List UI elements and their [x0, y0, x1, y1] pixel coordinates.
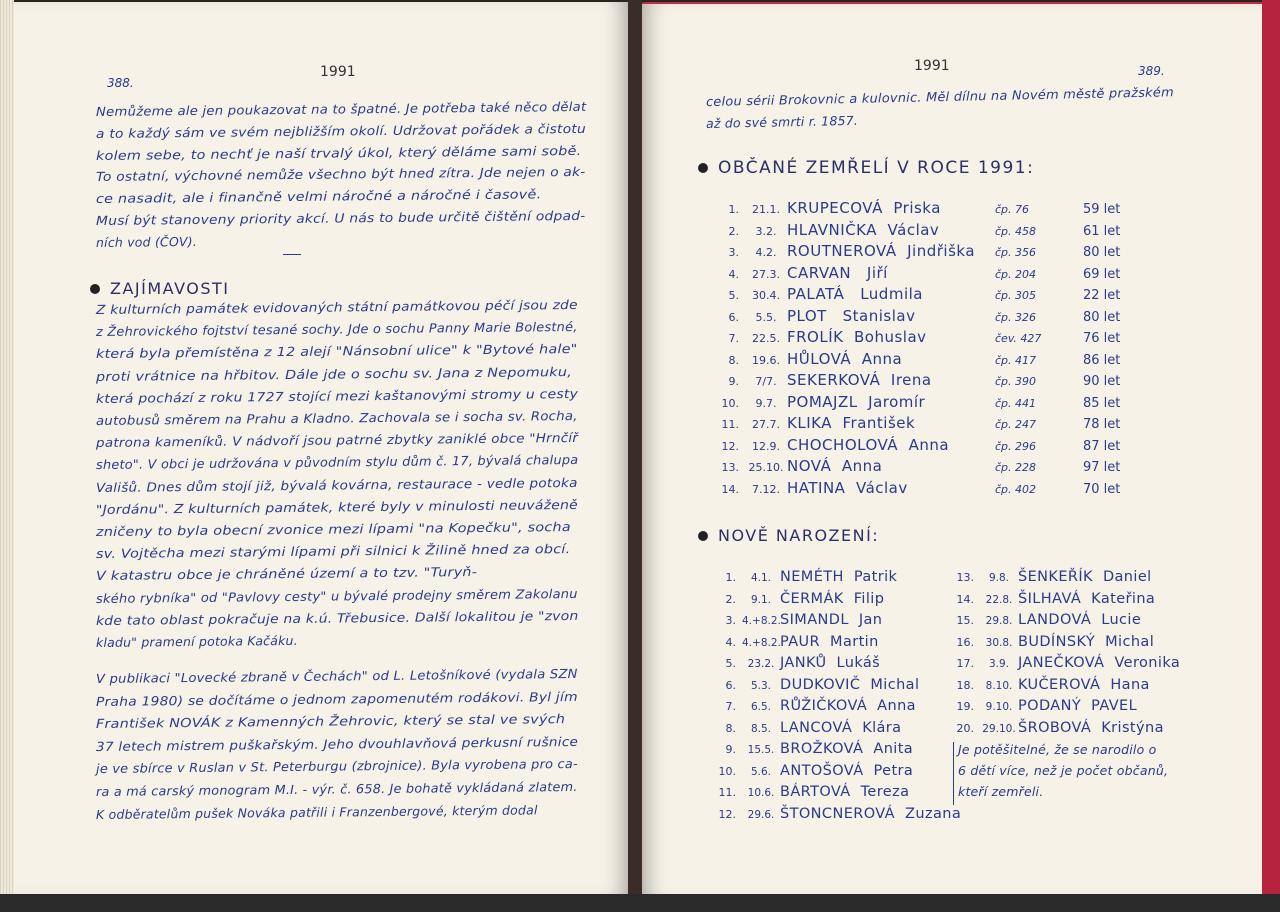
age: 85 let — [1083, 395, 1121, 411]
birth-record — [712, 677, 961, 699]
age: 69 let — [1083, 266, 1121, 282]
record-number: 2. — [728, 224, 739, 238]
handwritten-line: zničeny to byla obecní zvonice mezi lípami "na Kopečku", socha — [95, 519, 571, 539]
record-date: 3.9. — [988, 658, 1010, 670]
deceased-name: NOVÁ Anna — [787, 457, 883, 475]
handwritten-line: V publikaci "Lovecké zbraně v Čechách" od L. Letošníkové (vydala SZN — [95, 665, 578, 686]
record-date: 5.5. — [755, 310, 777, 324]
handwritten-line: autobusů směrem na Prahu a Kladno. Zachovala se i socha sv. Rocha, — [95, 407, 578, 428]
age: 80 let — [1083, 245, 1121, 260]
newborn-name: KUČEROVÁ Hana — [1018, 676, 1150, 693]
record-date: 29.8. — [985, 615, 1013, 627]
record-number: 7. — [725, 700, 736, 713]
house-number: čp. 458 — [995, 224, 1037, 238]
record-date: 9.10. — [985, 701, 1013, 713]
birth-record — [950, 655, 1180, 677]
deceased-name: CHOCHOLOVÁ Anna — [787, 435, 950, 454]
record-number: 11. — [718, 786, 736, 799]
deceased-name: HŮLOVÁ Anna — [787, 349, 903, 368]
birth-record — [712, 591, 961, 613]
newborn-name: ŠROBOVÁ Kristýna — [1018, 719, 1164, 736]
book-gutter — [628, 0, 642, 912]
house-number: čp. 390 — [995, 375, 1037, 388]
birth-record — [950, 677, 1180, 699]
deceased-name: FROLÍK Bohuslav — [787, 328, 927, 346]
newborn-name: SIMANDL Jan — [780, 612, 883, 628]
house-number: čp. 247 — [995, 418, 1037, 431]
record-number: 3. — [725, 614, 736, 627]
note-line: kteří zemřeli. — [958, 784, 1044, 799]
birth-record — [712, 784, 961, 806]
record-date: 9.1. — [750, 593, 772, 606]
newborn-name: ČERMÁK Filip — [780, 590, 885, 607]
birth-record — [712, 612, 961, 634]
age: 80 let — [1083, 309, 1121, 325]
background-bottom — [0, 894, 1280, 912]
section-heading-zajimavosti — [90, 279, 229, 298]
handwritten-line: patrona kameníků. V nádvoří jsou patrné zbytky zaniklé obce "Hrnčíř — [95, 430, 579, 451]
newborn-name: BROŽKOVÁ Anita — [780, 741, 914, 757]
birth-record — [712, 634, 961, 656]
handwritten-line: K odběratelům pušek Nováka patřili i Franzenbergové, kterým dodal — [95, 801, 538, 822]
record-number: 5. — [728, 289, 739, 302]
left-page-number: 388. — [107, 76, 134, 90]
record-number: 13. — [721, 461, 739, 474]
red-cover-edge — [1262, 0, 1280, 912]
death-record — [715, 264, 1135, 286]
house-number: čp. 305 — [995, 289, 1037, 302]
death-record — [715, 242, 1135, 264]
record-number: 9. — [725, 743, 736, 756]
deceased-name: HATINA Václav — [787, 478, 908, 497]
record-number: 4. — [728, 267, 739, 281]
handwritten-line: František NOVÁK z Kamenných Žehrovic, který se stal ve svých — [95, 711, 566, 732]
scribble-mark — [283, 254, 301, 255]
newborn-name: LANCOVÁ Klára — [780, 719, 902, 736]
newborn-name: JANKŮ Lukáš — [780, 655, 881, 671]
death-record — [715, 328, 1135, 350]
handwritten-line: Nemůžeme ale jen poukazovat na to špatné. Je potřeba také něco dělat — [95, 98, 587, 119]
record-date: 4.+8.2. — [742, 615, 781, 627]
record-number: 12. — [721, 439, 739, 453]
age: 87 let — [1083, 438, 1121, 454]
death-record — [715, 350, 1135, 372]
house-number: čp. 204 — [995, 267, 1037, 281]
handwritten-line: Z kulturních památek evidovaných státní památkovou péčí jsou zde — [95, 296, 578, 317]
deceased-name: PLOT Stanislav — [787, 306, 916, 325]
record-date: 6.5. — [750, 701, 772, 713]
death-record — [715, 393, 1135, 415]
age: 22 let — [1083, 288, 1121, 303]
record-date: 25.10. — [748, 461, 784, 474]
deaths-list — [715, 199, 1135, 500]
note-line: 6 dětí více, než je počet občanů, — [958, 763, 1169, 778]
birth-record — [712, 763, 961, 785]
record-number: 18. — [956, 678, 974, 692]
record-date: 9.8. — [988, 572, 1010, 584]
handwritten-line: V katastru obce je chráněné území a to tzv. "Turyň- — [95, 564, 478, 584]
record-date: 4.1. — [750, 572, 772, 584]
record-date: 12.9. — [752, 439, 780, 453]
death-record — [715, 307, 1135, 329]
record-number: 9. — [728, 375, 739, 388]
handwritten-line: je ve sbírce v Ruslan v St. Peterburgu (zbrojnice). Byla vyrobena pro ca- — [95, 756, 578, 777]
handwritten-line: ského rybníka" od "Pavlovy cesty" u bývalé prodejny směrem Zakolanu — [95, 585, 578, 606]
birth-record — [712, 741, 961, 763]
house-number: čp. 417 — [995, 353, 1037, 367]
right-page-year: 1991 — [914, 58, 950, 74]
record-date: 4.+8.2. — [742, 636, 781, 649]
record-number: 14. — [721, 482, 739, 496]
newborn-name: PAUR Martin — [780, 633, 879, 650]
birth-record — [950, 720, 1180, 742]
house-number: čp. 441 — [995, 396, 1037, 410]
newborn-name: ANTOŠOVÁ Petra — [780, 762, 914, 779]
newborn-name: LANDOVÁ Lucie — [1018, 612, 1142, 628]
record-number: 10. — [721, 396, 739, 410]
record-date: 23.2. — [747, 658, 775, 670]
newborn-name: JANEČKOVÁ Veronika — [1018, 655, 1181, 671]
record-date: 27.7. — [752, 418, 780, 431]
record-number: 8. — [728, 353, 739, 367]
record-number: 14. — [956, 592, 974, 606]
death-record — [715, 457, 1135, 479]
left-page-year: 1991 — [320, 64, 356, 80]
death-record — [715, 221, 1135, 243]
record-date: 8.5. — [750, 722, 772, 735]
record-number: 11. — [721, 418, 739, 431]
heading-text: NOVĚ NAROZENÍ: — [718, 526, 880, 545]
birth-record — [712, 720, 961, 742]
birth-record — [712, 698, 961, 720]
deceased-name: SEKERKOVÁ Irena — [787, 371, 932, 389]
newborn-name: ŠTONCNEROVÁ Zuzana — [780, 805, 962, 822]
handwritten-line: Praha 1980) se dočítáme o jednom zapomenutém rodákovi. Byl jím — [95, 688, 578, 709]
newborn-name: NEMÉTH Patrik — [780, 569, 898, 585]
death-record — [715, 436, 1135, 458]
record-number: 3. — [728, 246, 739, 259]
record-date: 8.10. — [985, 679, 1013, 692]
newborn-name: BÁRTOVÁ Tereza — [780, 784, 910, 800]
record-number: 4. — [725, 635, 736, 649]
record-number: 19. — [956, 700, 974, 713]
handwritten-line: To ostatní, výchovné nemůže všechno být hned zítra. Jde nejen o ak- — [95, 164, 586, 185]
record-number: 13. — [956, 571, 974, 584]
deceased-name: KRUPECOVÁ Priska — [787, 199, 941, 217]
handwritten-line: "Jordánu". Z kulturních památek, které byly v minulosti neuváženě — [95, 496, 579, 517]
record-number: 12. — [718, 807, 736, 821]
record-date: 29.10. — [982, 722, 1016, 735]
births-list-right — [950, 569, 1180, 741]
bullet-icon — [698, 531, 708, 541]
births-list-left — [712, 569, 961, 827]
record-number: 8. — [725, 721, 736, 735]
birth-record — [712, 569, 961, 591]
handwritten-line: Vališů. Dnes dům stojí již, bývalá kovárna, restaurace - vedle potoka — [95, 474, 578, 495]
record-date: 10.6. — [747, 787, 775, 799]
house-number: čp. 228 — [995, 461, 1037, 474]
handwritten-line: až do své smrti r. 1857. — [705, 112, 859, 131]
house-number: čp. 296 — [995, 439, 1037, 453]
handwritten-line: kde tato oblast pokračuje na k.ú. Třebusice. Další lokalitou je "zvon — [95, 607, 579, 628]
record-date: 5.3. — [750, 679, 772, 692]
birth-record — [950, 591, 1180, 613]
births-note — [953, 742, 1188, 805]
age: 86 let — [1083, 352, 1121, 368]
deceased-name: PALATÁ Ludmila — [787, 285, 923, 303]
right-page-number: 389. — [1138, 64, 1165, 78]
handwritten-line: a to každý sám ve svém nejbližším okolí. Udržovat pořádek a čistotu — [95, 120, 587, 141]
death-record — [715, 479, 1135, 501]
death-record — [715, 414, 1135, 436]
handwritten-line: kolem sebe, to nechť je naší trvalý úkol, který děláme sami sobě. — [95, 142, 582, 163]
handwritten-line: která byla přemístěna z 12 alejí "Nánsobní ulice" k "Bytové hale" — [95, 341, 578, 362]
record-number: 20. — [956, 721, 974, 735]
house-number: čp. 356 — [995, 246, 1037, 259]
birth-record — [950, 698, 1180, 720]
age: 76 let — [1083, 331, 1121, 346]
newborn-name: BUDÍNSKÝ Michal — [1018, 633, 1155, 650]
record-date: 29.6. — [747, 808, 775, 821]
note-line: Je potěšitelné, že se narodilo o — [958, 742, 1157, 757]
record-date: 19.6. — [752, 353, 780, 367]
newborn-name: ŠENKEŘÍK Daniel — [1018, 569, 1152, 585]
death-record — [715, 371, 1135, 393]
record-number: 15. — [956, 614, 974, 627]
age: 90 let — [1083, 374, 1121, 389]
newborn-name: RŮŽIČKOVÁ Anna — [780, 698, 916, 714]
birth-record — [712, 806, 961, 828]
record-number: 2. — [725, 592, 736, 606]
record-date: 22.5. — [752, 332, 780, 345]
record-date: 30.8. — [985, 636, 1013, 649]
deceased-name: CARVAN Jiří — [787, 263, 888, 282]
record-number: 5. — [725, 657, 736, 670]
record-date: 3.2. — [755, 224, 777, 238]
page-edges — [0, 0, 14, 912]
record-date: 30.4. — [752, 289, 780, 302]
bullet-icon — [90, 284, 100, 294]
section-heading-deaths — [698, 158, 1034, 178]
deceased-name: POMAJZL Jaromír — [787, 392, 926, 411]
birth-record — [712, 655, 961, 677]
newborn-name: DUDKOVIČ Michal — [780, 676, 920, 693]
handwritten-line: sv. Vojtěcha mezi starými lípami při silnici k Žilině hned za obcí. — [95, 541, 571, 562]
record-date: 27.3. — [752, 267, 780, 281]
record-number: 10. — [718, 764, 736, 778]
handwritten-line: ce nasadit, ale i finančně velmi náročné a náročné i časově. — [95, 186, 542, 207]
bullet-icon — [698, 163, 708, 173]
handwritten-line: celou sérii Brokovnic a kulovnic. Měl dílnu na Novém městě pražském — [705, 84, 1174, 109]
record-number: 1. — [725, 571, 736, 584]
age: 70 let — [1083, 481, 1121, 497]
record-date: 21.1. — [752, 203, 780, 216]
age: 78 let — [1083, 417, 1121, 432]
house-number: čp. 402 — [995, 482, 1037, 496]
heading-text: OBČANÉ ZEMŘELÍ V ROCE 1991: — [718, 158, 1035, 178]
record-number: 1. — [728, 203, 739, 216]
record-date: 9.7. — [755, 396, 777, 410]
newborn-name: PODANÝ PAVEL — [1018, 698, 1138, 714]
handwritten-line: Musí být stanoveny priority akcí. U nás to bude určitě čištění odpad- — [95, 207, 586, 228]
house-number: čp. 326 — [995, 310, 1037, 324]
deceased-name: ROUTNEROVÁ Jindřiška — [787, 242, 976, 260]
death-record — [715, 285, 1135, 307]
birth-record — [950, 634, 1180, 656]
handwritten-line: ra a má carský monogram M.I. - výr. č. 658. Je bohatě vykládaná zlatem. — [95, 778, 578, 799]
house-number: čev. 427 — [995, 332, 1042, 345]
deceased-name: KLIKA František — [787, 414, 916, 432]
record-number: 17. — [956, 657, 974, 670]
handwritten-line: kladu" pramení potoka Kačáku. — [95, 632, 298, 650]
record-number: 7. — [728, 332, 739, 345]
age: 61 let — [1083, 223, 1121, 239]
record-number: 6. — [728, 310, 739, 324]
age: 97 let — [1083, 460, 1121, 475]
house-number: čp. 76 — [995, 203, 1030, 216]
birth-record — [950, 569, 1180, 591]
record-date: 22.8. — [985, 593, 1013, 606]
death-record — [715, 199, 1135, 221]
handwritten-line: sheto". V obci je udržována v původním stylu dům č. 17, bývalá chalupa — [95, 452, 579, 473]
handwritten-line: která pochází z roku 1727 stojící mezi kaštanovými stromy u cesty — [95, 385, 579, 406]
record-date: 7.12. — [752, 482, 780, 496]
record-number: 16. — [956, 635, 974, 649]
section-heading-births — [698, 526, 879, 545]
newborn-name: ŠILHAVÁ Kateřina — [1018, 590, 1156, 607]
handwritten-line: 37 letech mistrem puškařským. Jeho dvouhlavňová perkusní rušnice — [95, 733, 579, 754]
record-date: 7/7. — [755, 375, 777, 388]
record-number: 6. — [725, 678, 736, 692]
record-date: 5.6. — [750, 765, 772, 778]
handwritten-line: proti vrátnice na hřbitov. Dále jde o sochu sv. Jana z Nepomuku, — [95, 363, 573, 384]
age: 59 let — [1083, 202, 1121, 217]
heading-text: ZAJÍMAVOSTI — [110, 279, 230, 298]
handwritten-line: z Žehrovického fojtství tesané sochy. Jde o sochu Panny Marie Bolestné, — [95, 319, 578, 340]
record-date: 15.5. — [747, 744, 775, 756]
birth-record — [950, 612, 1180, 634]
handwritten-line: ních vod (ČOV). — [95, 233, 198, 250]
record-date: 4.2. — [755, 246, 777, 259]
deceased-name: HLAVNIČKA Václav — [787, 220, 940, 239]
